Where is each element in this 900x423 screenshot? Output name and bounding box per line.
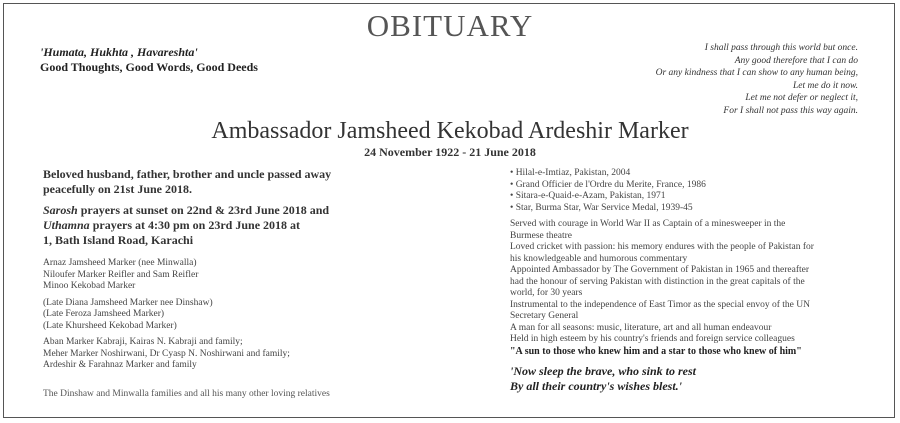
left-column — [43, 167, 463, 400]
family-member: Aban Marker Kabraji, Kairas N. Kabraji and family; — [43, 337, 243, 347]
family-member: (Late Diana Jamsheed Marker nee Dinshaw) — [43, 297, 213, 308]
family-member: Niloufer Marker Reifler and Sam Reifler — [43, 269, 199, 280]
bio-line: A man for all seasons: music, literature, art and all human endeavour — [510, 322, 772, 333]
motto-line-1: 'Humata, Hukhta , Havareshta' — [40, 45, 198, 59]
family-group-siblings — [43, 337, 463, 372]
bio-line: Served with courage in World War II as Captain of a minesweeper in the — [510, 219, 786, 229]
family-member: Ardeshir & Farahnaz Marker and family — [43, 360, 197, 370]
honour-item: • Star, Burma Star, War Service Medal, 1939-45 — [510, 202, 693, 213]
bio-line: Secretary General — [510, 311, 579, 321]
honour-item: • Sitara-e-Quaid-e-Azam, Pakistan, 1971 — [510, 191, 666, 201]
honours-list — [510, 168, 860, 214]
life-dates: 24 November 1922 - 21 June 2018 — [364, 145, 536, 159]
poem-line: I shall pass through this world but once. — [704, 43, 858, 53]
right-column — [510, 168, 860, 394]
bio-line: Loved cricket with passion: his memory endures with the people of Pakistan for — [510, 242, 814, 252]
obituary-heading: OBITUARY — [366, 8, 534, 43]
bio-line: had the honour of serving Pakistan with distinction in the great capitals of the — [510, 276, 805, 287]
family-member: Meher Marker Noshirwani, Dr Cyasp N. Noshirwani and family; — [43, 348, 290, 359]
poem-block — [656, 42, 858, 117]
poem-line: Let me do it now. — [792, 80, 858, 91]
sarosh-line — [43, 203, 463, 218]
bio-line: Held in high esteem by his country's friends and foreign service colleagues — [510, 334, 795, 344]
uthamna-word: Uthamna — [43, 218, 90, 232]
announcement-line: peacefully on 21st June 2018. — [43, 182, 193, 196]
bio-line: his knowledgeable and humorous commentary — [510, 253, 688, 264]
biography — [510, 219, 860, 346]
poem-line: Or any kindness that I can show to any human being, — [655, 68, 858, 78]
tribute-quote: "A sun to those who knew him and a star to those who knew of him" — [510, 345, 802, 357]
honour-item: • Grand Officier de l'Ordre du Merite, France, 1986 — [510, 179, 706, 190]
closing-line: 'Now sleep the brave, who sink to rest — [510, 363, 697, 378]
uthamna-line — [43, 218, 463, 233]
poem-line: For I shall not pass this way again. — [723, 105, 858, 116]
bio-line: Instrumental to the independence of East Timor as the special envoy of the UN — [510, 299, 810, 310]
closing-verse — [510, 364, 860, 394]
sarosh-word: Sarosh — [43, 203, 78, 217]
bio-line: world, for 30 years — [510, 288, 583, 298]
announcement — [43, 167, 463, 197]
closing-line: By all their country's wishes blest.' — [510, 378, 683, 393]
bio-line: Appointed Ambassador by The Government of Pakistan in 1965 and thereafter — [510, 265, 810, 275]
family-group-immediate — [43, 258, 463, 293]
sarosh-text: prayers at sunset on 22nd & 23rd June 2018 and — [77, 203, 330, 217]
prayer-location: 1, Bath Island Road, Karachi — [43, 233, 194, 247]
prayer-details — [43, 203, 463, 248]
poem-line: Any good therefore that I can do — [734, 55, 858, 66]
motto-block — [40, 45, 258, 75]
family-group-late — [43, 298, 463, 333]
family-member: Minoo Kekobad Marker — [43, 281, 136, 291]
family-member: (Late Feroza Jamsheed Marker) — [43, 309, 165, 319]
family-member: Arnaz Jamsheed Marker (nee Minwalla) — [43, 258, 197, 268]
poem-line: Let me not defer or neglect it, — [745, 93, 858, 103]
honour-item: • Hilal-e-Imtiaz, Pakistan, 2004 — [510, 168, 631, 178]
uthamna-text: prayers at 4:30 pm on 23rd June 2018 at — [89, 218, 301, 232]
relatives-line: The Dinshaw and Minwalla families and all his many other loving relatives — [43, 388, 330, 399]
family-member: (Late Khursheed Kekobad Marker) — [43, 320, 177, 331]
motto-line-2: Good Thoughts, Good Words, Good Deeds — [40, 60, 258, 74]
deceased-name: Ambassador Jamsheed Kekobad Ardeshir Marker — [211, 118, 689, 144]
bio-line: Burmese theatre — [510, 230, 572, 241]
announcement-line: Beloved husband, father, brother and uncle passed away — [43, 167, 332, 181]
